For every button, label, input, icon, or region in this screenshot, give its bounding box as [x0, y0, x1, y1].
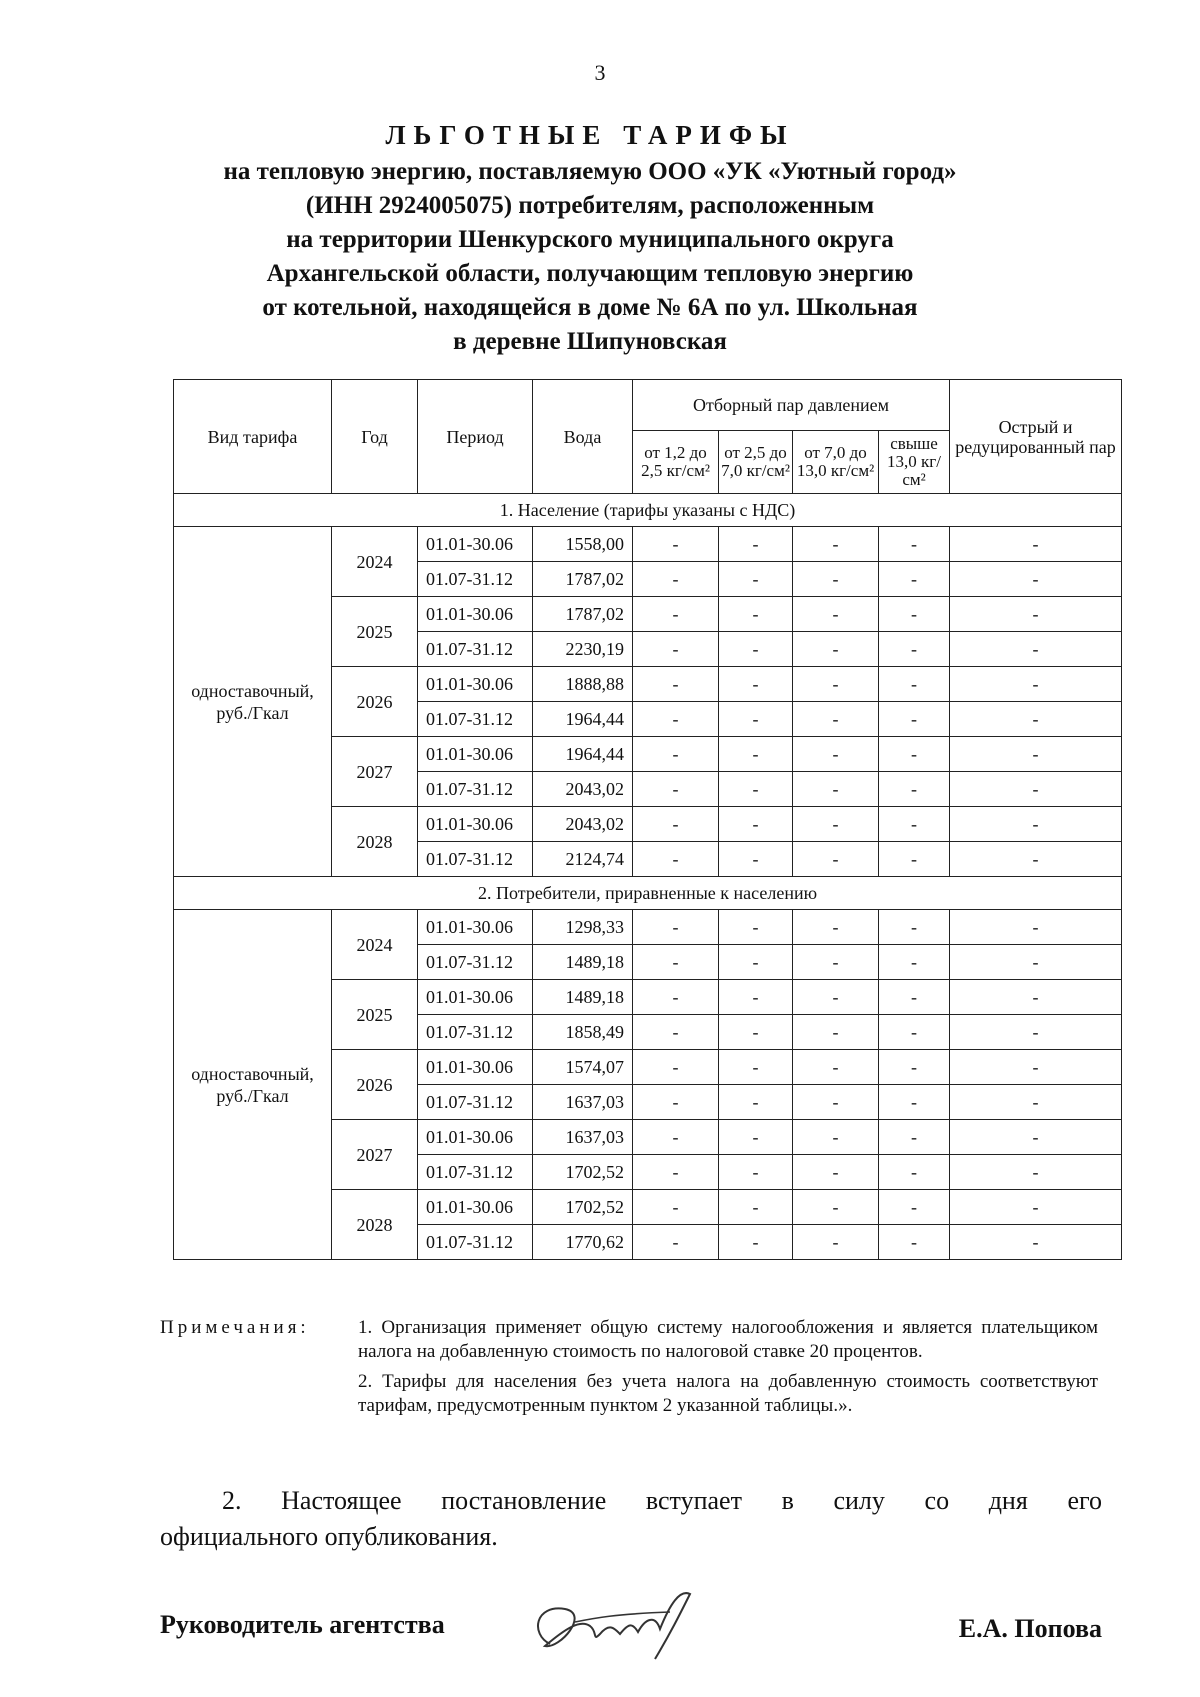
- empty-value-cell: -: [719, 1120, 793, 1155]
- empty-value-cell: -: [950, 562, 1122, 597]
- period-cell: 01.07-31.12: [418, 772, 533, 807]
- empty-value-cell: -: [793, 910, 879, 945]
- empty-value-cell: -: [879, 842, 950, 877]
- empty-value-cell: -: [950, 807, 1122, 842]
- empty-value-cell: -: [719, 945, 793, 980]
- header-year: Год: [332, 380, 418, 494]
- header-steam-group: Отборный пар давлением: [633, 380, 950, 431]
- header-steam-4: свыше 13,0 кг/см²: [879, 431, 950, 494]
- handwritten-signature: [520, 1574, 720, 1664]
- period-cell: 01.07-31.12: [418, 1155, 533, 1190]
- empty-value-cell: -: [793, 702, 879, 737]
- empty-value-cell: -: [879, 807, 950, 842]
- empty-value-cell: -: [879, 910, 950, 945]
- empty-value-cell: -: [879, 632, 950, 667]
- period-cell: 01.07-31.12: [418, 945, 533, 980]
- empty-value-cell: -: [719, 562, 793, 597]
- signer-name: Е.А. Попова: [958, 1614, 1102, 1643]
- title-line: (ИНН 2924005075) потребителям, расположенным: [305, 192, 875, 219]
- empty-value-cell: -: [950, 842, 1122, 877]
- empty-value-cell: -: [879, 1190, 950, 1225]
- empty-value-cell: -: [633, 667, 719, 702]
- empty-value-cell: -: [879, 980, 950, 1015]
- empty-value-cell: -: [879, 597, 950, 632]
- year-cell: 2028: [332, 1190, 418, 1260]
- empty-value-cell: -: [879, 1050, 950, 1085]
- empty-value-cell: -: [719, 807, 793, 842]
- header-period: Период: [418, 380, 533, 494]
- empty-value-cell: -: [633, 632, 719, 667]
- year-cell: 2024: [332, 527, 418, 597]
- period-cell: 01.01-30.06: [418, 667, 533, 702]
- tariff-kind: одноставочный, руб./Гкал: [174, 910, 332, 1260]
- empty-value-cell: -: [950, 1225, 1122, 1260]
- empty-value-cell: -: [879, 1085, 950, 1120]
- header-water: Вода: [533, 380, 633, 494]
- empty-value-cell: -: [719, 1225, 793, 1260]
- empty-value-cell: -: [879, 1225, 950, 1260]
- empty-value-cell: -: [950, 945, 1122, 980]
- empty-value-cell: -: [719, 772, 793, 807]
- water-price-cell: 2124,74: [533, 842, 633, 877]
- water-price-cell: 1858,49: [533, 1015, 633, 1050]
- empty-value-cell: -: [633, 1120, 719, 1155]
- empty-value-cell: -: [950, 980, 1122, 1015]
- empty-value-cell: -: [719, 980, 793, 1015]
- empty-value-cell: -: [633, 980, 719, 1015]
- period-cell: 01.01-30.06: [418, 807, 533, 842]
- period-cell: 01.01-30.06: [418, 910, 533, 945]
- title-main: ЛЬГОТНЫЕ ТАРИФЫ: [385, 120, 795, 150]
- signature-block: [160, 1574, 1102, 1664]
- empty-value-cell: -: [950, 1190, 1122, 1225]
- year-cell: 2027: [332, 737, 418, 807]
- water-price-cell: 1637,03: [533, 1120, 633, 1155]
- period-cell: 01.01-30.06: [418, 980, 533, 1015]
- period-cell: 01.07-31.12: [418, 702, 533, 737]
- water-price-cell: 2043,02: [533, 772, 633, 807]
- table-header: [174, 380, 1122, 494]
- empty-value-cell: -: [633, 1155, 719, 1190]
- empty-value-cell: -: [793, 980, 879, 1015]
- year-cell: 2025: [332, 597, 418, 667]
- period-cell: 01.07-31.12: [418, 1015, 533, 1050]
- section-title: 1. Население (тарифы указаны с НДС): [174, 494, 1122, 527]
- water-price-cell: 2230,19: [533, 632, 633, 667]
- empty-value-cell: -: [633, 562, 719, 597]
- header-kind: Вид тарифа: [174, 380, 332, 494]
- empty-value-cell: -: [793, 562, 879, 597]
- period-cell: 01.07-31.12: [418, 562, 533, 597]
- header-steam-1: от 1,2 до 2,5 кг/см²: [633, 431, 719, 494]
- empty-value-cell: -: [950, 1155, 1122, 1190]
- note-item: 1. Организация применяет общую систему налогообложения и является плательщиком налога на добавленную стоимость по налоговой ставке 20 процентов.: [358, 1317, 1098, 1362]
- table-row: [174, 910, 1122, 945]
- water-price-cell: 1770,62: [533, 1225, 633, 1260]
- empty-value-cell: -: [719, 1015, 793, 1050]
- empty-value-cell: -: [633, 702, 719, 737]
- empty-value-cell: -: [633, 772, 719, 807]
- empty-value-cell: -: [719, 1155, 793, 1190]
- water-price-cell: 1702,52: [533, 1190, 633, 1225]
- empty-value-cell: -: [793, 1155, 879, 1190]
- title-line: на тепловую энергию, поставляемую ООО «УК «Уютный город»: [223, 158, 957, 185]
- signer-title: Руководитель агентства: [160, 1610, 445, 1639]
- empty-value-cell: -: [633, 1225, 719, 1260]
- section-title: 2. Потребители, приравненные к населению: [174, 877, 1122, 910]
- period-cell: 01.01-30.06: [418, 527, 533, 562]
- empty-value-cell: -: [793, 1085, 879, 1120]
- empty-value-cell: -: [633, 1085, 719, 1120]
- empty-value-cell: -: [793, 597, 879, 632]
- empty-value-cell: -: [950, 910, 1122, 945]
- section-row: [174, 877, 1122, 910]
- empty-value-cell: -: [950, 527, 1122, 562]
- empty-value-cell: -: [879, 945, 950, 980]
- title-line: в деревне Шипуновская: [453, 328, 727, 355]
- empty-value-cell: -: [793, 772, 879, 807]
- empty-value-cell: -: [633, 737, 719, 772]
- year-cell: 2026: [332, 667, 418, 737]
- water-price-cell: 1964,44: [533, 702, 633, 737]
- period-cell: 01.01-30.06: [418, 1120, 533, 1155]
- year-cell: 2026: [332, 1050, 418, 1120]
- empty-value-cell: -: [793, 527, 879, 562]
- empty-value-cell: -: [950, 597, 1122, 632]
- note-item: 2. Тарифы для населения без учета налога на добавленную стоимость соответствуют тарифам, предусмотренным пунктом 2 указанной таблицы.».: [358, 1371, 1098, 1416]
- empty-value-cell: -: [879, 737, 950, 772]
- water-price-cell: 1787,02: [533, 597, 633, 632]
- water-price-cell: 1558,00: [533, 527, 633, 562]
- water-price-cell: 1964,44: [533, 737, 633, 772]
- empty-value-cell: -: [879, 527, 950, 562]
- empty-value-cell: -: [719, 1085, 793, 1120]
- period-cell: 01.07-31.12: [418, 632, 533, 667]
- empty-value-cell: -: [719, 702, 793, 737]
- empty-value-cell: -: [950, 772, 1122, 807]
- title-line: Архангельской области, получающим тепловую энергию: [266, 260, 914, 287]
- empty-value-cell: -: [633, 527, 719, 562]
- empty-value-cell: -: [719, 667, 793, 702]
- notes-label: Примечания:: [160, 1317, 310, 1338]
- empty-value-cell: -: [719, 1190, 793, 1225]
- empty-value-cell: -: [793, 807, 879, 842]
- water-price-cell: 1637,03: [533, 1085, 633, 1120]
- empty-value-cell: -: [719, 597, 793, 632]
- period-cell: 01.01-30.06: [418, 1190, 533, 1225]
- empty-value-cell: -: [793, 945, 879, 980]
- empty-value-cell: -: [793, 842, 879, 877]
- water-price-cell: 1787,02: [533, 562, 633, 597]
- empty-value-cell: -: [793, 737, 879, 772]
- period-cell: 01.01-30.06: [418, 597, 533, 632]
- empty-value-cell: -: [950, 737, 1122, 772]
- empty-value-cell: -: [719, 910, 793, 945]
- page-number: 3: [594, 60, 606, 85]
- empty-value-cell: -: [879, 1155, 950, 1190]
- empty-value-cell: -: [950, 702, 1122, 737]
- document-title: [140, 120, 1040, 359]
- empty-value-cell: -: [719, 737, 793, 772]
- header-steam-2: от 2,5 до 7,0 кг/см²: [719, 431, 793, 494]
- empty-value-cell: -: [879, 702, 950, 737]
- empty-value-cell: -: [793, 1015, 879, 1050]
- period-cell: 01.07-31.12: [418, 1085, 533, 1120]
- empty-value-cell: -: [950, 667, 1122, 702]
- water-price-cell: 1489,18: [533, 980, 633, 1015]
- water-price-cell: 1298,33: [533, 910, 633, 945]
- empty-value-cell: -: [633, 842, 719, 877]
- water-price-cell: 2043,02: [533, 807, 633, 842]
- empty-value-cell: -: [793, 1120, 879, 1155]
- empty-value-cell: -: [719, 527, 793, 562]
- empty-value-cell: -: [633, 1015, 719, 1050]
- empty-value-cell: -: [719, 632, 793, 667]
- empty-value-cell: -: [793, 1050, 879, 1085]
- decree-line: 2. Настоящее постановление вступает в силу со дня его: [222, 1486, 1102, 1515]
- empty-value-cell: -: [719, 1050, 793, 1085]
- period-cell: 01.01-30.06: [418, 737, 533, 772]
- empty-value-cell: -: [879, 1120, 950, 1155]
- water-price-cell: 1489,18: [533, 945, 633, 980]
- water-price-cell: 1574,07: [533, 1050, 633, 1085]
- empty-value-cell: -: [793, 1190, 879, 1225]
- year-cell: 2024: [332, 910, 418, 980]
- header-sharp-steam: Острый и редуцированный пар: [950, 380, 1122, 494]
- empty-value-cell: -: [950, 632, 1122, 667]
- empty-value-cell: -: [633, 597, 719, 632]
- tariff-kind: одноставочный, руб./Гкал: [174, 527, 332, 877]
- empty-value-cell: -: [950, 1015, 1122, 1050]
- notes-body: [358, 1316, 1098, 1424]
- decree-paragraph: [160, 1483, 1102, 1555]
- empty-value-cell: -: [793, 632, 879, 667]
- empty-value-cell: -: [719, 842, 793, 877]
- empty-value-cell: -: [950, 1050, 1122, 1085]
- water-price-cell: 1888,88: [533, 667, 633, 702]
- empty-value-cell: -: [879, 667, 950, 702]
- empty-value-cell: -: [793, 667, 879, 702]
- empty-value-cell: -: [633, 1050, 719, 1085]
- year-cell: 2028: [332, 807, 418, 877]
- table-body: [174, 494, 1122, 1260]
- empty-value-cell: -: [633, 945, 719, 980]
- decree-line: официального опубликования.: [160, 1522, 498, 1551]
- water-price-cell: 1702,52: [533, 1155, 633, 1190]
- empty-value-cell: -: [879, 772, 950, 807]
- period-cell: 01.07-31.12: [418, 842, 533, 877]
- empty-value-cell: -: [879, 562, 950, 597]
- title-line: на территории Шенкурского муниципального округа: [286, 226, 894, 253]
- header-steam-3: от 7,0 до 13,0 кг/см²: [793, 431, 879, 494]
- empty-value-cell: -: [633, 807, 719, 842]
- empty-value-cell: -: [793, 1225, 879, 1260]
- section-row: [174, 494, 1122, 527]
- empty-value-cell: -: [950, 1120, 1122, 1155]
- empty-value-cell: -: [633, 1190, 719, 1225]
- tariff-table: [173, 379, 1122, 1260]
- period-cell: 01.07-31.12: [418, 1225, 533, 1260]
- empty-value-cell: -: [633, 910, 719, 945]
- year-cell: 2025: [332, 980, 418, 1050]
- table-row: [174, 527, 1122, 562]
- title-line: от котельной, находящейся в доме № 6А по ул. Школьная: [262, 294, 918, 321]
- year-cell: 2027: [332, 1120, 418, 1190]
- empty-value-cell: -: [879, 1015, 950, 1050]
- period-cell: 01.01-30.06: [418, 1050, 533, 1085]
- empty-value-cell: -: [950, 1085, 1122, 1120]
